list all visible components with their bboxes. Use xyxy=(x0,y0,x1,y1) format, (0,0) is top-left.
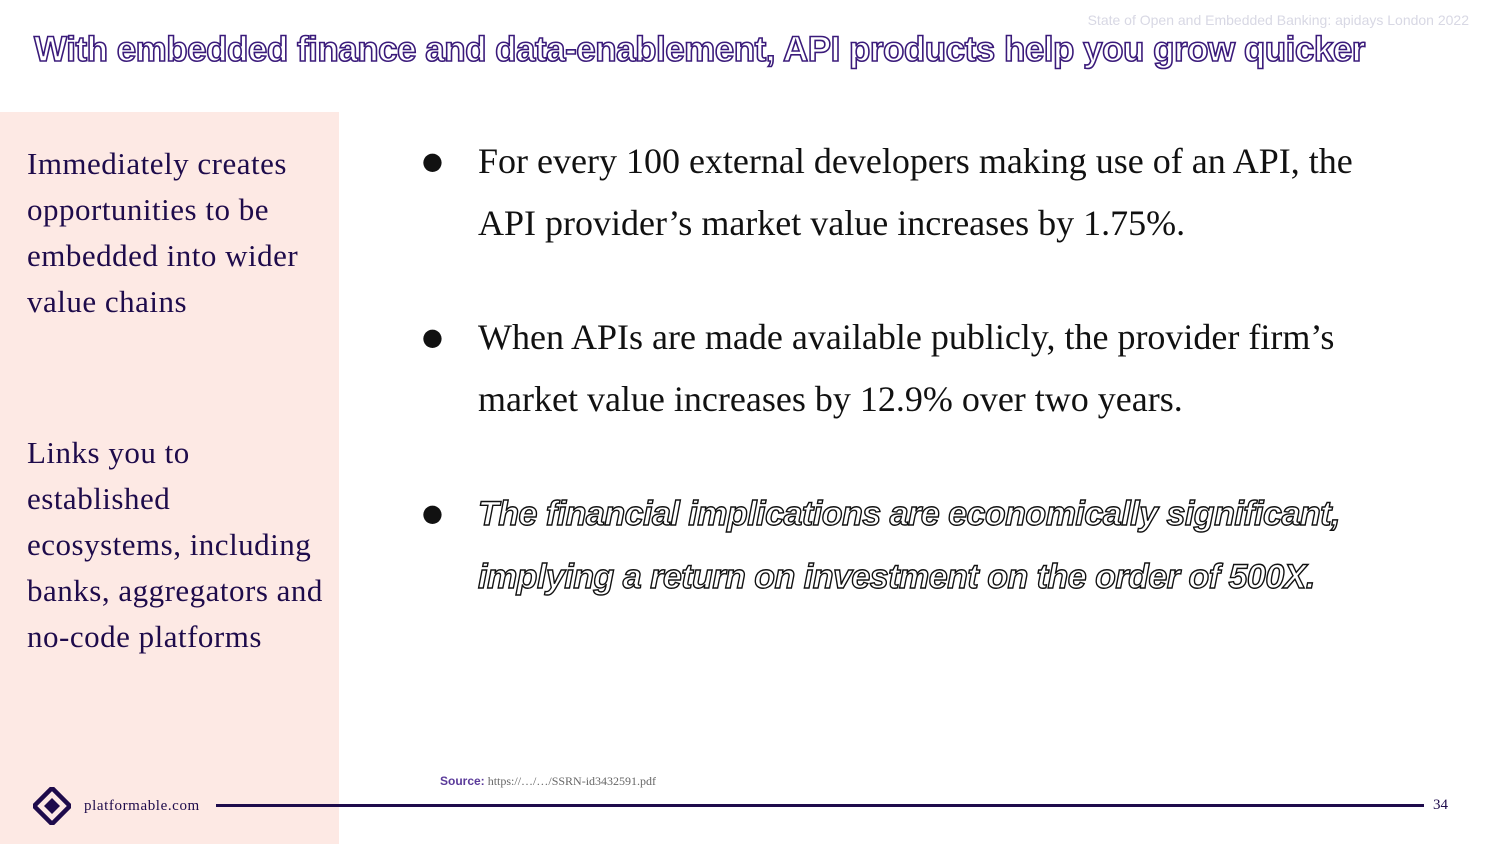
footer-brand: platformable.com xyxy=(84,798,200,814)
slide-title: With embedded finance and data-enablement, API products help you grow quicker xyxy=(34,30,1365,69)
bullet-text-emphasis: The financial implications are economically significant, implying a return on investment on the order of 500X. xyxy=(478,495,1340,596)
bullet-dot-icon: ● xyxy=(422,323,443,351)
bullet-item-developers xyxy=(420,130,1380,254)
bullet-item-public-apis xyxy=(420,306,1380,430)
diamond-logo-icon xyxy=(33,787,71,825)
page-number: 34 xyxy=(1433,797,1448,813)
sidebar-text-ecosystems: Links you to established ecosystems, including banks, aggregators and no-code platforms xyxy=(27,435,323,654)
bullet-dot-icon: ● xyxy=(422,499,443,527)
header-note: State of Open and Embedded Banking: apidays London 2022 xyxy=(1087,12,1469,28)
source-label: Source: xyxy=(440,774,485,788)
sidebar-text-embedded: Immediately creates opportunities to be embedded into wider value chains xyxy=(27,146,299,319)
bullet-dot-icon: ● xyxy=(422,147,443,175)
bullet-text: For every 100 external developers making use of an API, the API provider’s market value increases by 1.75%. xyxy=(478,141,1353,243)
source-link[interactable]: https://…/…/SSRN-id3432591.pdf xyxy=(487,774,657,788)
bullet-item-roi xyxy=(420,482,1380,608)
bullet-list xyxy=(420,130,1380,608)
footer-divider xyxy=(216,804,1424,807)
bullet-text: When APIs are made available publicly, the provider firm’s market value increases by 12.9% over two years. xyxy=(478,317,1335,419)
source-citation xyxy=(440,774,656,789)
